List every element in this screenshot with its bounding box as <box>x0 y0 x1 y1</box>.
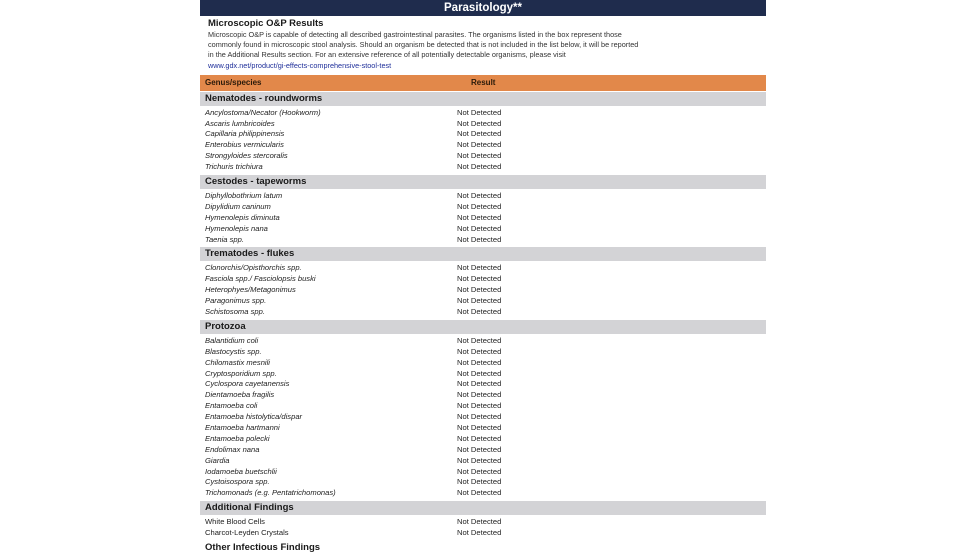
table-row <box>200 488 766 499</box>
organism-name: Giardia <box>205 455 230 465</box>
organism-name: Paragonimus spp. <box>205 296 267 306</box>
result-value: Not Detected <box>457 357 502 367</box>
section-header: Additional Findings <box>200 501 766 515</box>
section-header: Trematodes - flukes <box>200 247 766 261</box>
organism-name: Iodamoeba buetschlii <box>205 466 277 476</box>
result-value: Not Detected <box>457 107 502 117</box>
intro-line: Microscopic O&P is capable of detecting all described gastrointestinal parasites. The organisms listed in the box represent those <box>208 30 622 39</box>
table-row <box>200 274 766 285</box>
result-value: Not Detected <box>457 201 502 211</box>
result-value: Not Detected <box>457 379 502 389</box>
table-row <box>200 477 766 488</box>
table-row <box>200 379 766 390</box>
table-row <box>200 467 766 478</box>
organism-name: Heterophyes/Metagonimus <box>205 285 296 295</box>
organism-name: Cryptosporidium spp. <box>205 368 277 378</box>
result-value: Not Detected <box>457 412 502 422</box>
table-row <box>200 263 766 274</box>
section-rows <box>200 334 766 500</box>
result-value: Not Detected <box>457 444 502 454</box>
organism-name: White Blood Cells <box>205 517 265 527</box>
organism-name: Entamoeba hartmanni <box>205 422 280 432</box>
organism-name: Strongyloides stercoralis <box>205 151 288 161</box>
organism-name: Schistosoma spp. <box>205 306 265 316</box>
intro-line: in the Additional Results section. For an extensive reference of all potentially detectable organisms, please visit <box>208 50 566 60</box>
result-value: Not Detected <box>457 140 502 150</box>
organism-name: Entamoeba histolytica/dispar <box>205 412 303 422</box>
result-value: Not Detected <box>457 151 502 161</box>
organism-name: Hymenolepis nana <box>205 223 268 233</box>
product-link[interactable]: www.gdx.net/product/gi-effects-comprehensive-stool-test <box>208 60 392 70</box>
result-value: Not Detected <box>457 335 502 345</box>
report-title: Parasitology** <box>200 0 766 16</box>
table-row <box>200 517 766 528</box>
result-value: Not Detected <box>457 390 502 400</box>
table-row <box>200 445 766 456</box>
organism-name: Trichuris trichiura <box>205 162 263 172</box>
table-row <box>200 285 766 296</box>
table-row <box>200 336 766 347</box>
column-header-genus: Genus/species <box>205 77 262 87</box>
organism-name: Dientamoeba fragilis <box>205 390 275 400</box>
organism-name: Fasciola spp./ Fasciolopsis buski <box>205 274 316 284</box>
intro-block <box>200 16 766 71</box>
organism-name: Entamoeba coli <box>205 401 258 411</box>
organism-name: Diphyllobothrium latum <box>205 190 283 200</box>
result-value: Not Detected <box>457 346 502 356</box>
table-row <box>200 401 766 412</box>
table-row <box>200 213 766 224</box>
table-row <box>200 108 766 119</box>
organism-name: Chilomastix mesnili <box>205 357 270 367</box>
organism-name: Charcot-Leyden Crystals <box>205 528 289 538</box>
section-header: Cestodes - tapeworms <box>200 175 766 189</box>
table-row <box>200 423 766 434</box>
result-value: Not Detected <box>457 517 502 527</box>
result-value: Not Detected <box>457 433 502 443</box>
table-row <box>200 119 766 130</box>
organism-name: Balantidium coli <box>205 335 259 345</box>
organism-name: Dipylidium caninum <box>205 201 271 211</box>
result-value: Not Detected <box>457 263 502 273</box>
table-row <box>200 528 766 539</box>
organism-name: Enterobius vermicularis <box>205 140 284 150</box>
result-value: Not Detected <box>457 129 502 139</box>
organism-name: Blastocystis spp. <box>205 346 262 356</box>
result-value: Not Detected <box>457 477 502 487</box>
result-value: Not Detected <box>457 488 502 498</box>
intro-heading: Microscopic O&P Results <box>208 18 324 29</box>
result-value: Not Detected <box>457 401 502 411</box>
table-row <box>200 307 766 318</box>
table-row <box>200 140 766 151</box>
table-row <box>200 434 766 445</box>
table-row <box>200 129 766 140</box>
section-header: Nematodes - roundworms <box>200 92 766 106</box>
table-header <box>200 75 766 91</box>
result-value: Not Detected <box>457 466 502 476</box>
result-value: Not Detected <box>457 234 502 244</box>
table-row <box>200 390 766 401</box>
table-row <box>200 456 766 467</box>
section-header: Protozoa <box>200 320 766 334</box>
section-rows <box>200 515 766 540</box>
section-header: Other Infectious Findings <box>200 541 766 555</box>
table-row <box>200 369 766 380</box>
table-row <box>200 224 766 235</box>
report-page <box>200 0 766 553</box>
organism-name: Endolimax nana <box>205 444 260 454</box>
result-value: Not Detected <box>457 118 502 128</box>
table-row <box>200 235 766 246</box>
table-row <box>200 358 766 369</box>
result-value: Not Detected <box>457 455 502 465</box>
organism-name: Entamoeba polecki <box>205 433 270 443</box>
result-value: Not Detected <box>457 528 502 538</box>
result-value: Not Detected <box>457 162 502 172</box>
result-value: Not Detected <box>457 306 502 316</box>
organism-name: Capillaria philippinensis <box>205 129 285 139</box>
result-value: Not Detected <box>457 285 502 295</box>
organism-name: Taenia spp. <box>205 234 244 244</box>
result-value: Not Detected <box>457 274 502 284</box>
organism-name: Cystoisospora spp. <box>205 477 270 487</box>
table-row <box>200 202 766 213</box>
section-rows <box>200 106 766 174</box>
organism-name: Ascaris lumbricoides <box>205 118 275 128</box>
organism-name: Clonorchis/Opisthorchis spp. <box>205 263 302 273</box>
result-value: Not Detected <box>457 190 502 200</box>
organism-name: Cyclospora cayetanensis <box>205 379 290 389</box>
result-value: Not Detected <box>457 223 502 233</box>
table-row <box>200 191 766 202</box>
result-value: Not Detected <box>457 212 502 222</box>
results-table <box>200 92 766 555</box>
table-row <box>200 412 766 423</box>
table-row <box>200 347 766 358</box>
table-row <box>200 151 766 162</box>
organism-name: Trichomonads (e.g. Pentatrichomonas) <box>205 488 336 498</box>
intro-line: commonly found in microscopic stool analysis. Should an organism be detected that is not included in the list below, it will be reported <box>208 40 639 50</box>
section-rows <box>200 261 766 318</box>
organism-name: Hymenolepis diminuta <box>205 212 280 222</box>
table-row <box>200 296 766 307</box>
result-value: Not Detected <box>457 296 502 306</box>
organism-name: Ancylostoma/Necator (Hookworm) <box>205 107 321 117</box>
table-row <box>200 162 766 173</box>
column-header-result: Result <box>471 77 496 87</box>
result-value: Not Detected <box>457 368 502 378</box>
section-rows <box>200 189 766 246</box>
result-value: Not Detected <box>457 422 502 432</box>
